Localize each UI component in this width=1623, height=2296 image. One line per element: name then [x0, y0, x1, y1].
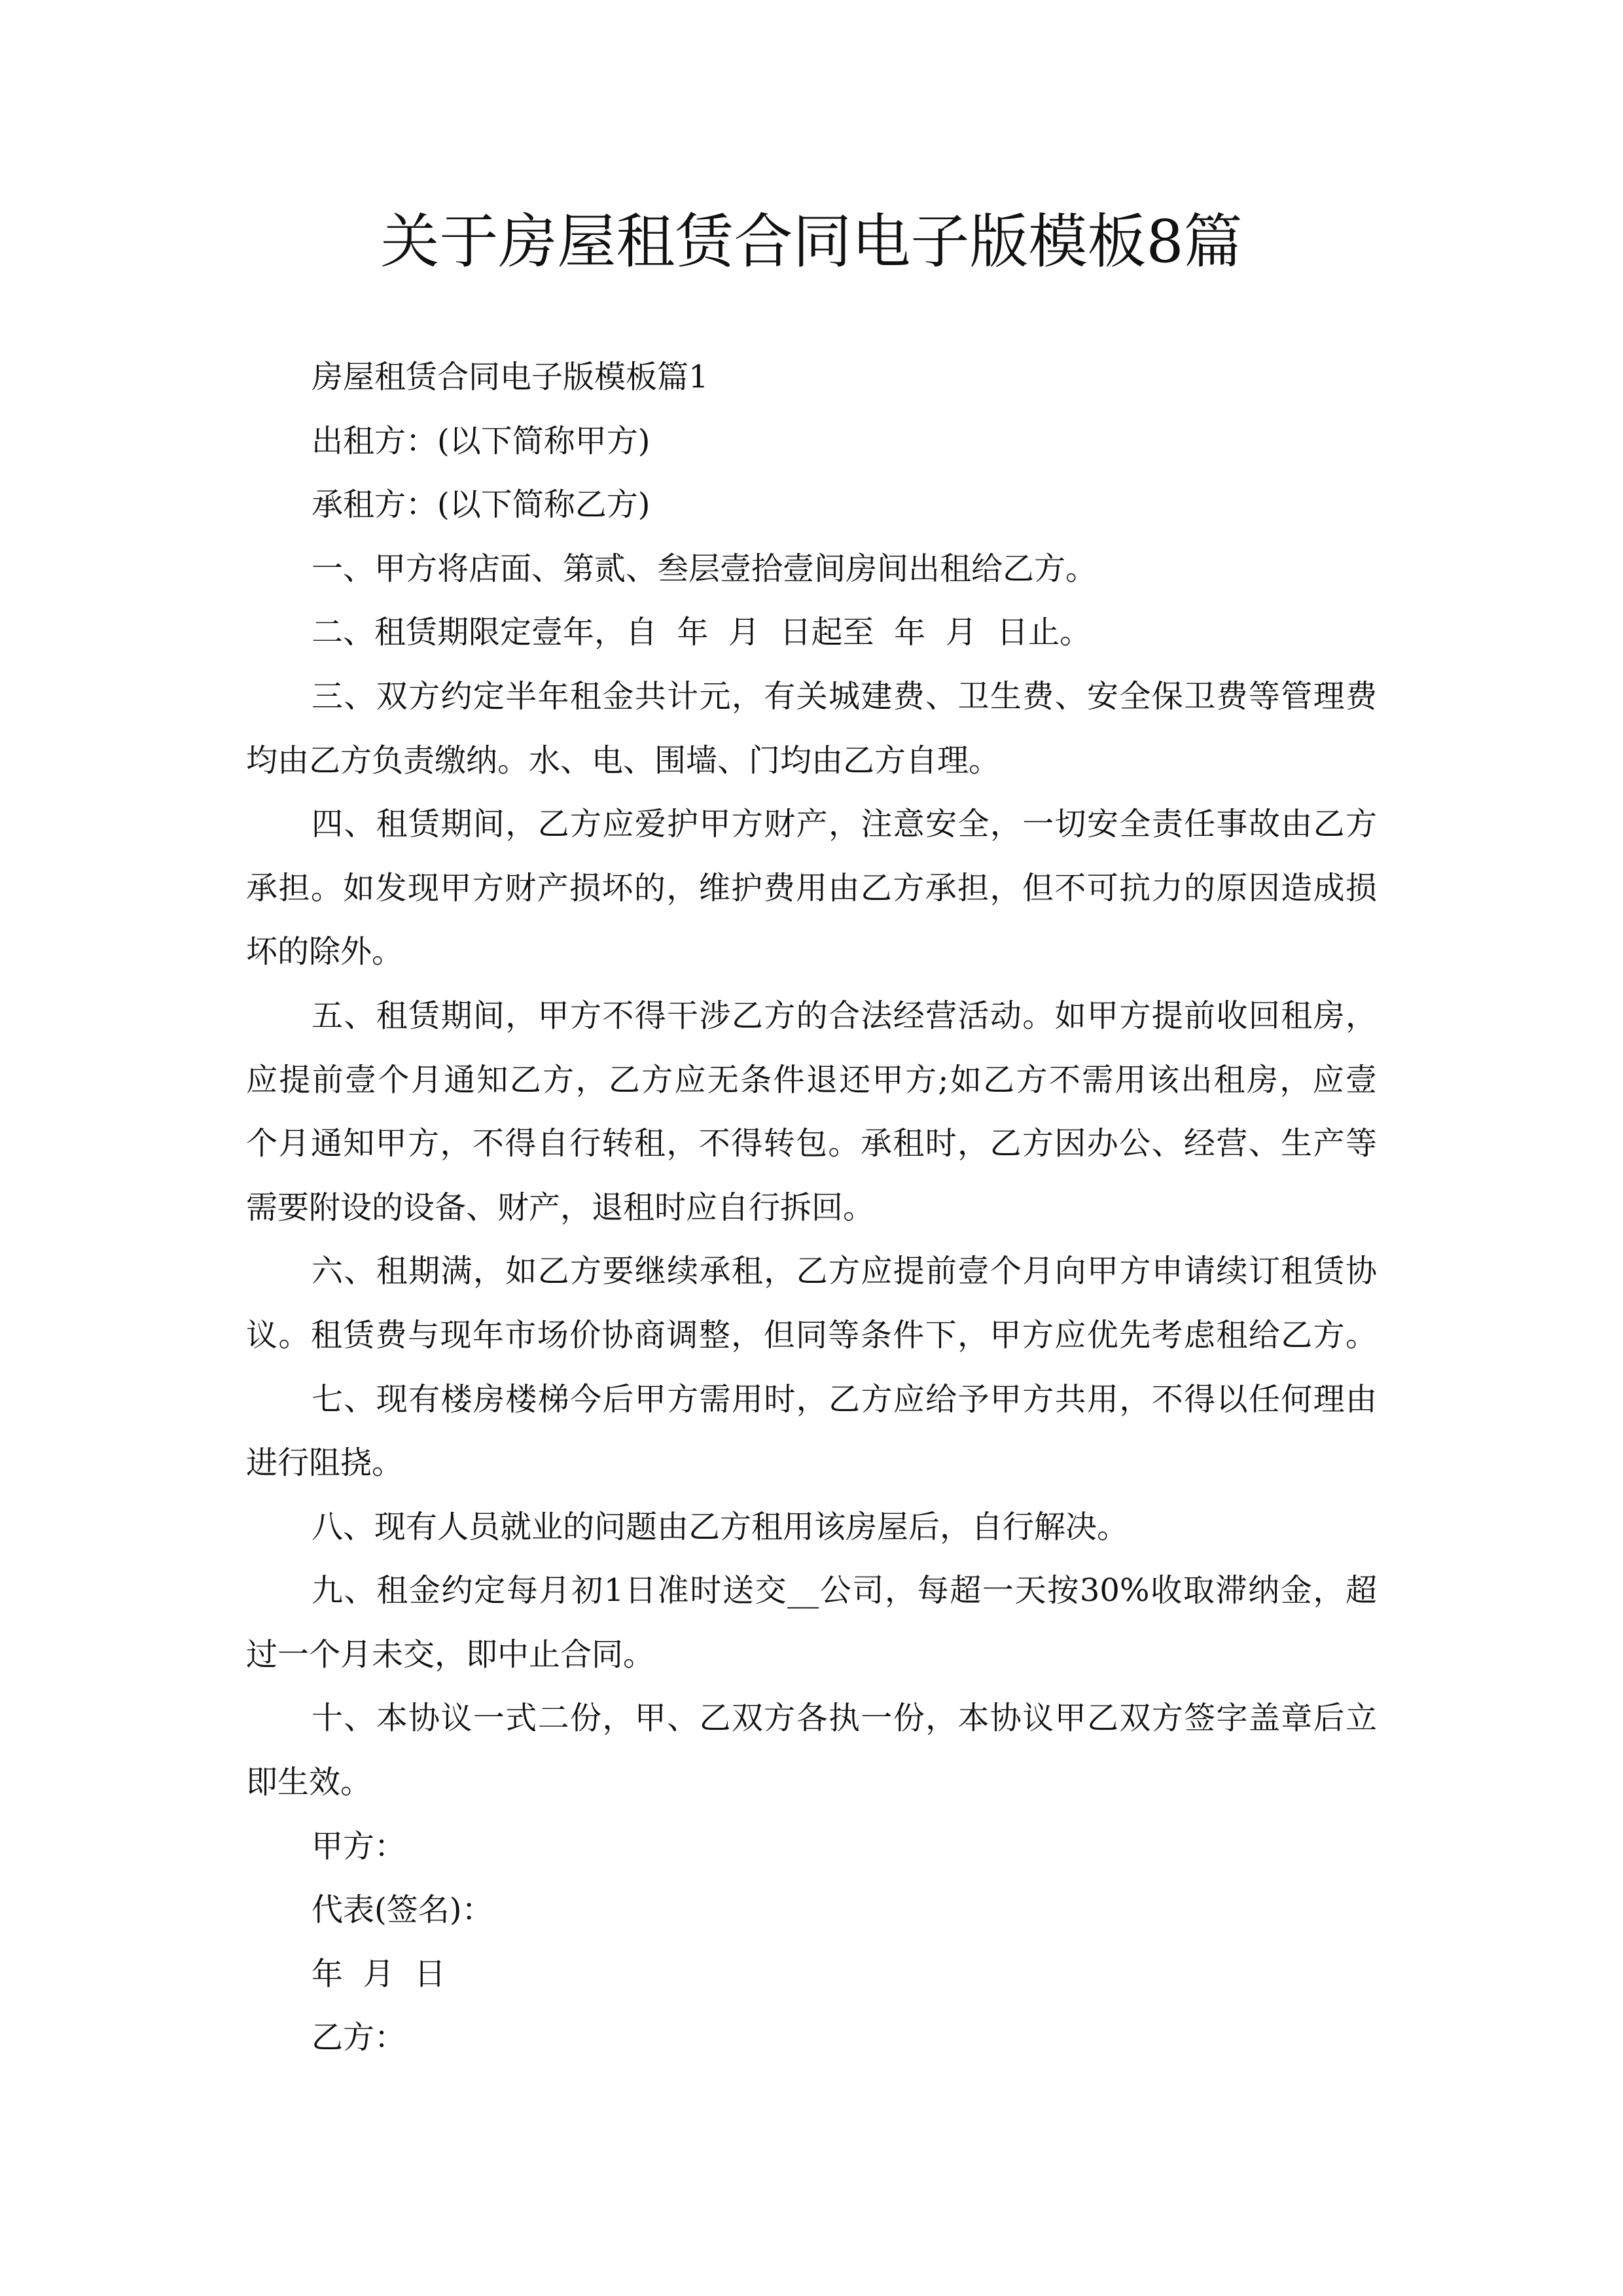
text-line: 八、现有人员就业的问题由乙方租用该房屋后，自行解决。 — [312, 1508, 1129, 1545]
text-line: 年 月 日 — [312, 1955, 446, 1992]
text-line: 乙方： — [312, 2019, 406, 2056]
text-line: 即生效。 — [246, 1764, 372, 1801]
text-line: 进行阻挠。 — [246, 1444, 404, 1482]
text-line: 出租方：(以下简称甲方) — [312, 422, 651, 459]
text-line: 议。租赁费与现年市场价协商调整，但同等条件下，甲方应优先考虑租给乙方。 — [246, 1316, 1377, 1354]
text-line: 应提前壹个月通知乙方，乙方应无条件退还甲方;如乙方不需用该出租房，应壹 — [246, 1061, 1377, 1098]
text-line: 承租方：(以下简称乙方) — [312, 486, 651, 524]
text-line: 十、本协议一式二份，甲、乙双方各执一份，本协议甲乙双方签字盖章后立 — [312, 1700, 1377, 1737]
text-line: 均由乙方负责缴纳。水、电、围墙、门均由乙方自理。 — [246, 742, 1001, 779]
text-line: 个月通知甲方，不得自行转租，不得转包。承租时，乙方因办公、经营、生产等 — [246, 1125, 1377, 1162]
text-line: 需要附设的设备、财产，退租时应自行拆回。 — [246, 1189, 875, 1226]
text-line: 二、租赁期限定壹年，自 年 月 日起至 年 月 日止。 — [312, 614, 1092, 651]
text-line: 一、甲方将店面、第贰、叁层壹拾壹间房间出租给乙方。 — [312, 550, 1097, 587]
text-line: 四、租赁期间，乙方应爱护甲方财产，注意安全，一切安全责任事故由乙方 — [312, 806, 1377, 843]
text-line: 五、租赁期间，甲方不得干涉乙方的合法经营活动。如甲方提前收回租房， — [312, 997, 1377, 1034]
text-line: 九、租金约定每月初1日准时送交__公司，每超一天按30%收取滞纳金，超 — [312, 1572, 1377, 1609]
document-body — [246, 346, 1377, 2070]
text-line: 过一个月未交，即中止合同。 — [246, 1636, 655, 1673]
text-line: 六、租期满，如乙方要继续承租，乙方应提前壹个月向甲方申请续订租赁协 — [312, 1253, 1377, 1290]
text-line: 甲方： — [312, 1827, 406, 1865]
document-title: 关于房屋租赁合同电子版模板8篇 — [380, 207, 1243, 276]
text-line: 代表(签名)： — [312, 1892, 493, 1929]
text-line: 房屋租赁合同电子版模板篇1 — [312, 359, 709, 395]
text-line: 三、双方约定半年租金共计元，有关城建费、卫生费、安全保卫费等管理费 — [312, 677, 1377, 715]
text-line: 承担。如发现甲方财产损坏的，维护费用由乙方承担，但不可抗力的原因造成损 — [246, 869, 1377, 906]
text-line: 七、现有楼房楼梯今后甲方需用时，乙方应给予甲方共用，不得以任何理由 — [312, 1380, 1377, 1418]
text-line: 坏的除外。 — [246, 933, 404, 971]
